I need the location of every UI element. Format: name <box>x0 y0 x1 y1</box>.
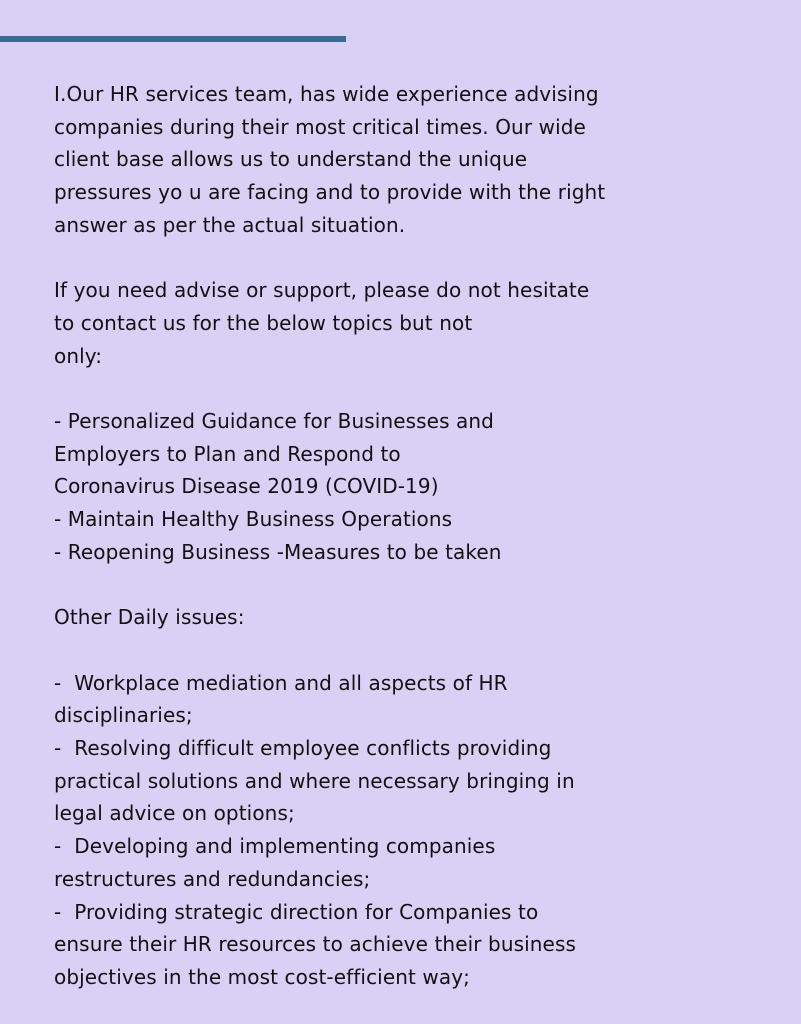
issue-line: restructures and redundancies; <box>54 866 371 891</box>
intro-line: companies during their most critical times. Our wide <box>54 114 586 139</box>
topic-line: Employers to Plan and Respond to <box>54 441 401 466</box>
issue-line: practical solutions and where necessary bringing in <box>54 768 575 793</box>
paragraph-spacer <box>54 372 774 405</box>
contact-line: If you need advise or support, please do not hesitate <box>54 278 590 303</box>
contact-paragraph <box>54 274 774 372</box>
contact-line: only: <box>54 343 103 368</box>
intro-line: I.Our HR services team, has wide experience advising <box>54 82 599 106</box>
intro-line: answer as per the actual situation. <box>54 212 406 237</box>
issue-line: legal advice on options; <box>54 801 295 826</box>
issue-line: - Resolving difficult employee conflicts providing <box>54 736 552 760</box>
issue-line: - Workplace mediation and all aspects of HR <box>54 670 508 695</box>
issues-list <box>54 667 774 994</box>
topics-list <box>54 405 774 569</box>
issue-line: disciplinaries; <box>54 703 193 728</box>
topic-line: - Maintain Healthy Business Operations <box>54 507 453 532</box>
topic-line: - Personalized Guidance for Businesses and <box>54 409 494 433</box>
paragraph-spacer <box>54 634 774 667</box>
top-accent-rule <box>0 36 346 42</box>
issue-line: objectives in the most cost-efficient way; <box>54 964 470 989</box>
issue-line: ensure their HR resources to achieve their business <box>54 932 577 957</box>
intro-paragraph <box>54 78 774 242</box>
paragraph-spacer <box>54 242 774 275</box>
issue-line: - Providing strategic direction for Companies to <box>54 899 539 924</box>
document-body <box>54 78 774 994</box>
issue-line: - Developing and implementing companies <box>54 834 496 859</box>
intro-line: client base allows us to understand the unique <box>54 147 528 172</box>
topic-line: Coronavirus Disease 2019 (COVID-19) <box>54 474 439 499</box>
other-issues-heading: Other Daily issues: <box>54 605 245 630</box>
intro-line: pressures yo u are facing and to provide with the right <box>54 180 606 205</box>
topic-line: - Reopening Business -Measures to be taken <box>54 539 502 564</box>
paragraph-spacer <box>54 569 774 602</box>
contact-line: to contact us for the below topics but not <box>54 310 473 335</box>
